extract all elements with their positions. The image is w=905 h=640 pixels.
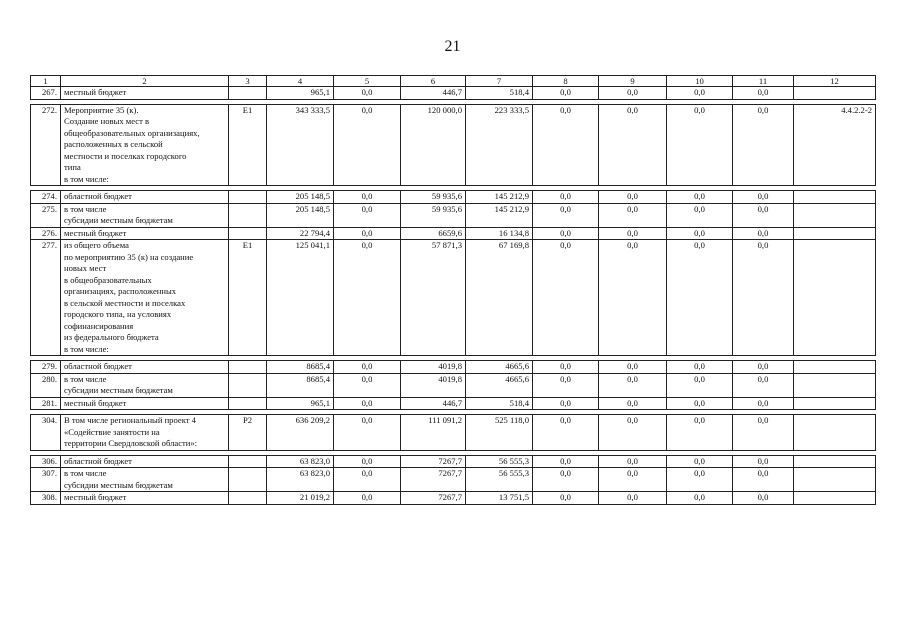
row-ref-code (794, 492, 876, 505)
value-cell: 0,0 (533, 373, 599, 397)
row-ref-code (794, 191, 876, 204)
row-number: 279. (31, 361, 61, 374)
column-header: 3 (229, 76, 267, 87)
row-number: 272. (31, 104, 61, 186)
value-cell: 0,0 (533, 227, 599, 240)
value-cell: 223 333,5 (466, 104, 533, 186)
description-line: местности и поселках городского (64, 150, 187, 161)
value-cell: 0,0 (733, 240, 794, 356)
value-cell: 0,0 (733, 468, 794, 492)
table-row (31, 191, 876, 204)
value-cell: 0,0 (599, 468, 667, 492)
row-number: 281. (31, 397, 61, 410)
value-cell: 7267,7 (401, 455, 466, 468)
value-cell: 636 209,2 (267, 415, 334, 451)
value-cell: 0,0 (533, 397, 599, 410)
row-description (61, 468, 229, 492)
row-code (229, 492, 267, 505)
value-cell: 111 091,2 (401, 415, 466, 451)
column-header: 12 (794, 76, 876, 87)
column-header: 8 (533, 76, 599, 87)
value-cell: 0,0 (733, 203, 794, 227)
value-cell: 63 823,0 (267, 455, 334, 468)
value-cell: 0,0 (334, 227, 401, 240)
table-row (31, 397, 876, 410)
value-cell: 0,0 (599, 87, 667, 100)
description-line: местный бюджет (64, 492, 127, 502)
value-cell: 8685,4 (267, 373, 334, 397)
value-cell: 0,0 (599, 361, 667, 374)
table-row (31, 240, 876, 356)
table-row (31, 492, 876, 505)
row-ref-code: 4.4.2.2-2 (794, 104, 876, 186)
description-line: в том числе: (64, 173, 109, 184)
value-cell: 0,0 (334, 397, 401, 410)
value-cell: 0,0 (667, 415, 733, 451)
value-cell: 0,0 (334, 191, 401, 204)
row-code: Р2 (229, 415, 267, 451)
value-cell: 0,0 (667, 492, 733, 505)
description-line: организациях, расположенных (64, 286, 177, 296)
value-cell: 0,0 (733, 415, 794, 451)
value-cell: 0,0 (599, 240, 667, 356)
value-cell: 16 134,8 (466, 227, 533, 240)
description-line: софинансирования (64, 320, 134, 331)
value-cell: 0,0 (667, 87, 733, 100)
value-cell: 0,0 (533, 361, 599, 374)
value-cell: 0,0 (667, 191, 733, 204)
value-cell: 0,0 (599, 104, 667, 186)
value-cell: 0,0 (599, 373, 667, 397)
description-line: территории Свердловской области»: (64, 438, 198, 448)
value-cell: 0,0 (334, 492, 401, 505)
row-description (61, 373, 229, 397)
value-cell: 0,0 (334, 361, 401, 374)
row-ref-code (794, 468, 876, 492)
row-code (229, 191, 267, 204)
value-cell: 0,0 (733, 227, 794, 240)
value-cell: 13 751,5 (466, 492, 533, 505)
row-code (229, 373, 267, 397)
description-line: из федерального бюджета (64, 332, 159, 342)
table-row (31, 468, 876, 492)
description-line: городского типа, на условиях (64, 309, 172, 319)
value-cell: 0,0 (533, 492, 599, 505)
row-ref-code (794, 227, 876, 240)
row-description (61, 361, 229, 374)
description-line: типа (64, 162, 81, 172)
row-code (229, 468, 267, 492)
value-cell: 965,1 (267, 87, 334, 100)
value-cell: 0,0 (533, 455, 599, 468)
value-cell: 518,4 (466, 397, 533, 410)
description-line: субсидии местным бюджетам (64, 479, 173, 490)
value-cell: 205 148,5 (267, 191, 334, 204)
value-cell: 965,1 (267, 397, 334, 410)
value-cell: 59 935,6 (401, 191, 466, 204)
value-cell: 4665,6 (466, 361, 533, 374)
value-cell: 0,0 (334, 455, 401, 468)
value-cell: 0,0 (667, 373, 733, 397)
description-line: в том числе: (64, 343, 109, 354)
value-cell: 0,0 (599, 227, 667, 240)
description-line: новых мест (64, 263, 107, 273)
row-number: 276. (31, 227, 61, 240)
row-number: 267. (31, 87, 61, 100)
column-header: 4 (267, 76, 334, 87)
table-row (31, 203, 876, 227)
row-number: 280. (31, 373, 61, 397)
row-ref-code (794, 455, 876, 468)
row-ref-code (794, 87, 876, 100)
row-description (61, 492, 229, 505)
value-cell: 0,0 (334, 415, 401, 451)
row-description (61, 203, 229, 227)
row-number: 306. (31, 455, 61, 468)
description-line: из общего объема (64, 240, 129, 250)
value-cell: 205 148,5 (267, 203, 334, 227)
column-header: 11 (733, 76, 794, 87)
value-cell: 56 555,3 (466, 455, 533, 468)
value-cell: 525 118,0 (466, 415, 533, 451)
description-line: субсидии местным бюджетам (64, 385, 173, 395)
column-header: 10 (667, 76, 733, 87)
value-cell: 0,0 (667, 227, 733, 240)
value-cell: 0,0 (667, 240, 733, 356)
value-cell: 0,0 (733, 455, 794, 468)
description-line: «Содействие занятости на (64, 426, 160, 437)
value-cell: 0,0 (733, 104, 794, 186)
value-cell: 0,0 (667, 397, 733, 410)
row-code (229, 227, 267, 240)
value-cell: 0,0 (667, 361, 733, 374)
column-header: 6 (401, 76, 466, 87)
row-code (229, 203, 267, 227)
value-cell: 57 871,3 (401, 240, 466, 356)
value-cell: 59 935,6 (401, 203, 466, 227)
row-description (61, 415, 229, 451)
description-line: в том числе (64, 468, 107, 478)
description-line: Создание новых мест в (64, 116, 150, 126)
row-code (229, 87, 267, 100)
row-description (61, 104, 229, 186)
row-description (61, 191, 229, 204)
table-body (31, 76, 876, 505)
table-row (31, 415, 876, 451)
row-description (61, 227, 229, 240)
row-ref-code (794, 373, 876, 397)
value-cell: 0,0 (334, 468, 401, 492)
row-code (229, 361, 267, 374)
value-cell: 446,7 (401, 397, 466, 410)
value-cell: 0,0 (599, 397, 667, 410)
value-cell: 8685,4 (267, 361, 334, 374)
value-cell: 0,0 (533, 203, 599, 227)
value-cell: 0,0 (533, 240, 599, 356)
value-cell: 56 555,3 (466, 468, 533, 492)
description-line: Мероприятие 35 (к). (64, 104, 139, 115)
value-cell: 145 212,9 (466, 203, 533, 227)
value-cell: 0,0 (667, 468, 733, 492)
value-cell: 4019,8 (401, 361, 466, 374)
value-cell: 145 212,9 (466, 191, 533, 204)
row-number: 274. (31, 191, 61, 204)
row-number: 304. (31, 415, 61, 451)
value-cell: 0,0 (533, 415, 599, 451)
value-cell: 0,0 (334, 203, 401, 227)
description-line: общеобразовательных организациях, (64, 127, 200, 138)
value-cell: 0,0 (733, 361, 794, 374)
column-header: 1 (31, 76, 61, 87)
row-ref-code (794, 415, 876, 451)
header-row (31, 76, 876, 87)
value-cell: 0,0 (733, 492, 794, 505)
value-cell: 67 169,8 (466, 240, 533, 356)
value-cell: 0,0 (733, 87, 794, 100)
value-cell: 6659,6 (401, 227, 466, 240)
value-cell: 7267,7 (401, 468, 466, 492)
table-row (31, 227, 876, 240)
value-cell: 0,0 (334, 87, 401, 100)
value-cell: 0,0 (533, 87, 599, 100)
table-row (31, 455, 876, 468)
row-code (229, 397, 267, 410)
value-cell: 0,0 (733, 191, 794, 204)
row-number: 275. (31, 203, 61, 227)
description-line: субсидии местным бюджетам (64, 215, 173, 225)
row-ref-code (794, 240, 876, 356)
value-cell: 21 019,2 (267, 492, 334, 505)
value-cell: 0,0 (533, 468, 599, 492)
row-number: 277. (31, 240, 61, 356)
column-header: 5 (334, 76, 401, 87)
table-row (31, 361, 876, 374)
value-cell: 0,0 (533, 191, 599, 204)
value-cell: 63 823,0 (267, 468, 334, 492)
value-cell: 0,0 (599, 191, 667, 204)
column-header: 7 (466, 76, 533, 87)
description-line: местный бюджет (64, 87, 127, 97)
description-line: в том числе (64, 203, 107, 214)
value-cell: 0,0 (599, 492, 667, 505)
row-ref-code (794, 361, 876, 374)
description-line: в общеобразовательных (64, 274, 152, 285)
budget-table (30, 75, 876, 505)
value-cell: 446,7 (401, 87, 466, 100)
row-code: Е1 (229, 104, 267, 186)
value-cell: 0,0 (599, 455, 667, 468)
value-cell: 0,0 (599, 415, 667, 451)
value-cell: 0,0 (667, 455, 733, 468)
value-cell: 4665,6 (466, 373, 533, 397)
description-line: областной бюджет (64, 361, 132, 371)
description-line: по мероприятию 35 (к) на создание (64, 251, 194, 262)
table-row (31, 373, 876, 397)
value-cell: 0,0 (667, 104, 733, 186)
row-description (61, 397, 229, 410)
value-cell: 0,0 (733, 397, 794, 410)
value-cell: 0,0 (334, 104, 401, 186)
row-code: Е1 (229, 240, 267, 356)
value-cell: 518,4 (466, 87, 533, 100)
row-number: 308. (31, 492, 61, 505)
value-cell: 0,0 (733, 373, 794, 397)
row-number: 307. (31, 468, 61, 492)
page-number: 21 (444, 38, 461, 55)
value-cell: 0,0 (334, 240, 401, 356)
value-cell: 343 333,5 (267, 104, 334, 186)
row-description (61, 87, 229, 100)
value-cell: 22 794,4 (267, 227, 334, 240)
row-ref-code (794, 397, 876, 410)
column-header: 2 (61, 76, 229, 87)
value-cell: 4019,8 (401, 373, 466, 397)
row-code (229, 455, 267, 468)
value-cell: 7267,7 (401, 492, 466, 505)
value-cell: 120 000,0 (401, 104, 466, 186)
value-cell: 0,0 (533, 104, 599, 186)
value-cell: 0,0 (667, 203, 733, 227)
column-header: 9 (599, 76, 667, 87)
description-line: областной бюджет (64, 455, 132, 466)
description-line: местный бюджет (64, 227, 127, 238)
table-row (31, 104, 876, 186)
description-line: в сельской местности и поселках (64, 297, 186, 308)
value-cell: 0,0 (599, 203, 667, 227)
row-description (61, 240, 229, 356)
row-ref-code (794, 203, 876, 227)
description-line: местный бюджет (64, 397, 127, 408)
table-row (31, 87, 876, 100)
description-line: областной бюджет (64, 191, 132, 201)
description-line: в том числе (64, 373, 107, 384)
description-line: расположенных в сельской (64, 139, 163, 149)
value-cell: 0,0 (334, 373, 401, 397)
value-cell: 125 041,1 (267, 240, 334, 356)
description-line: В том числе региональный проект 4 (64, 415, 196, 425)
row-description (61, 455, 229, 468)
